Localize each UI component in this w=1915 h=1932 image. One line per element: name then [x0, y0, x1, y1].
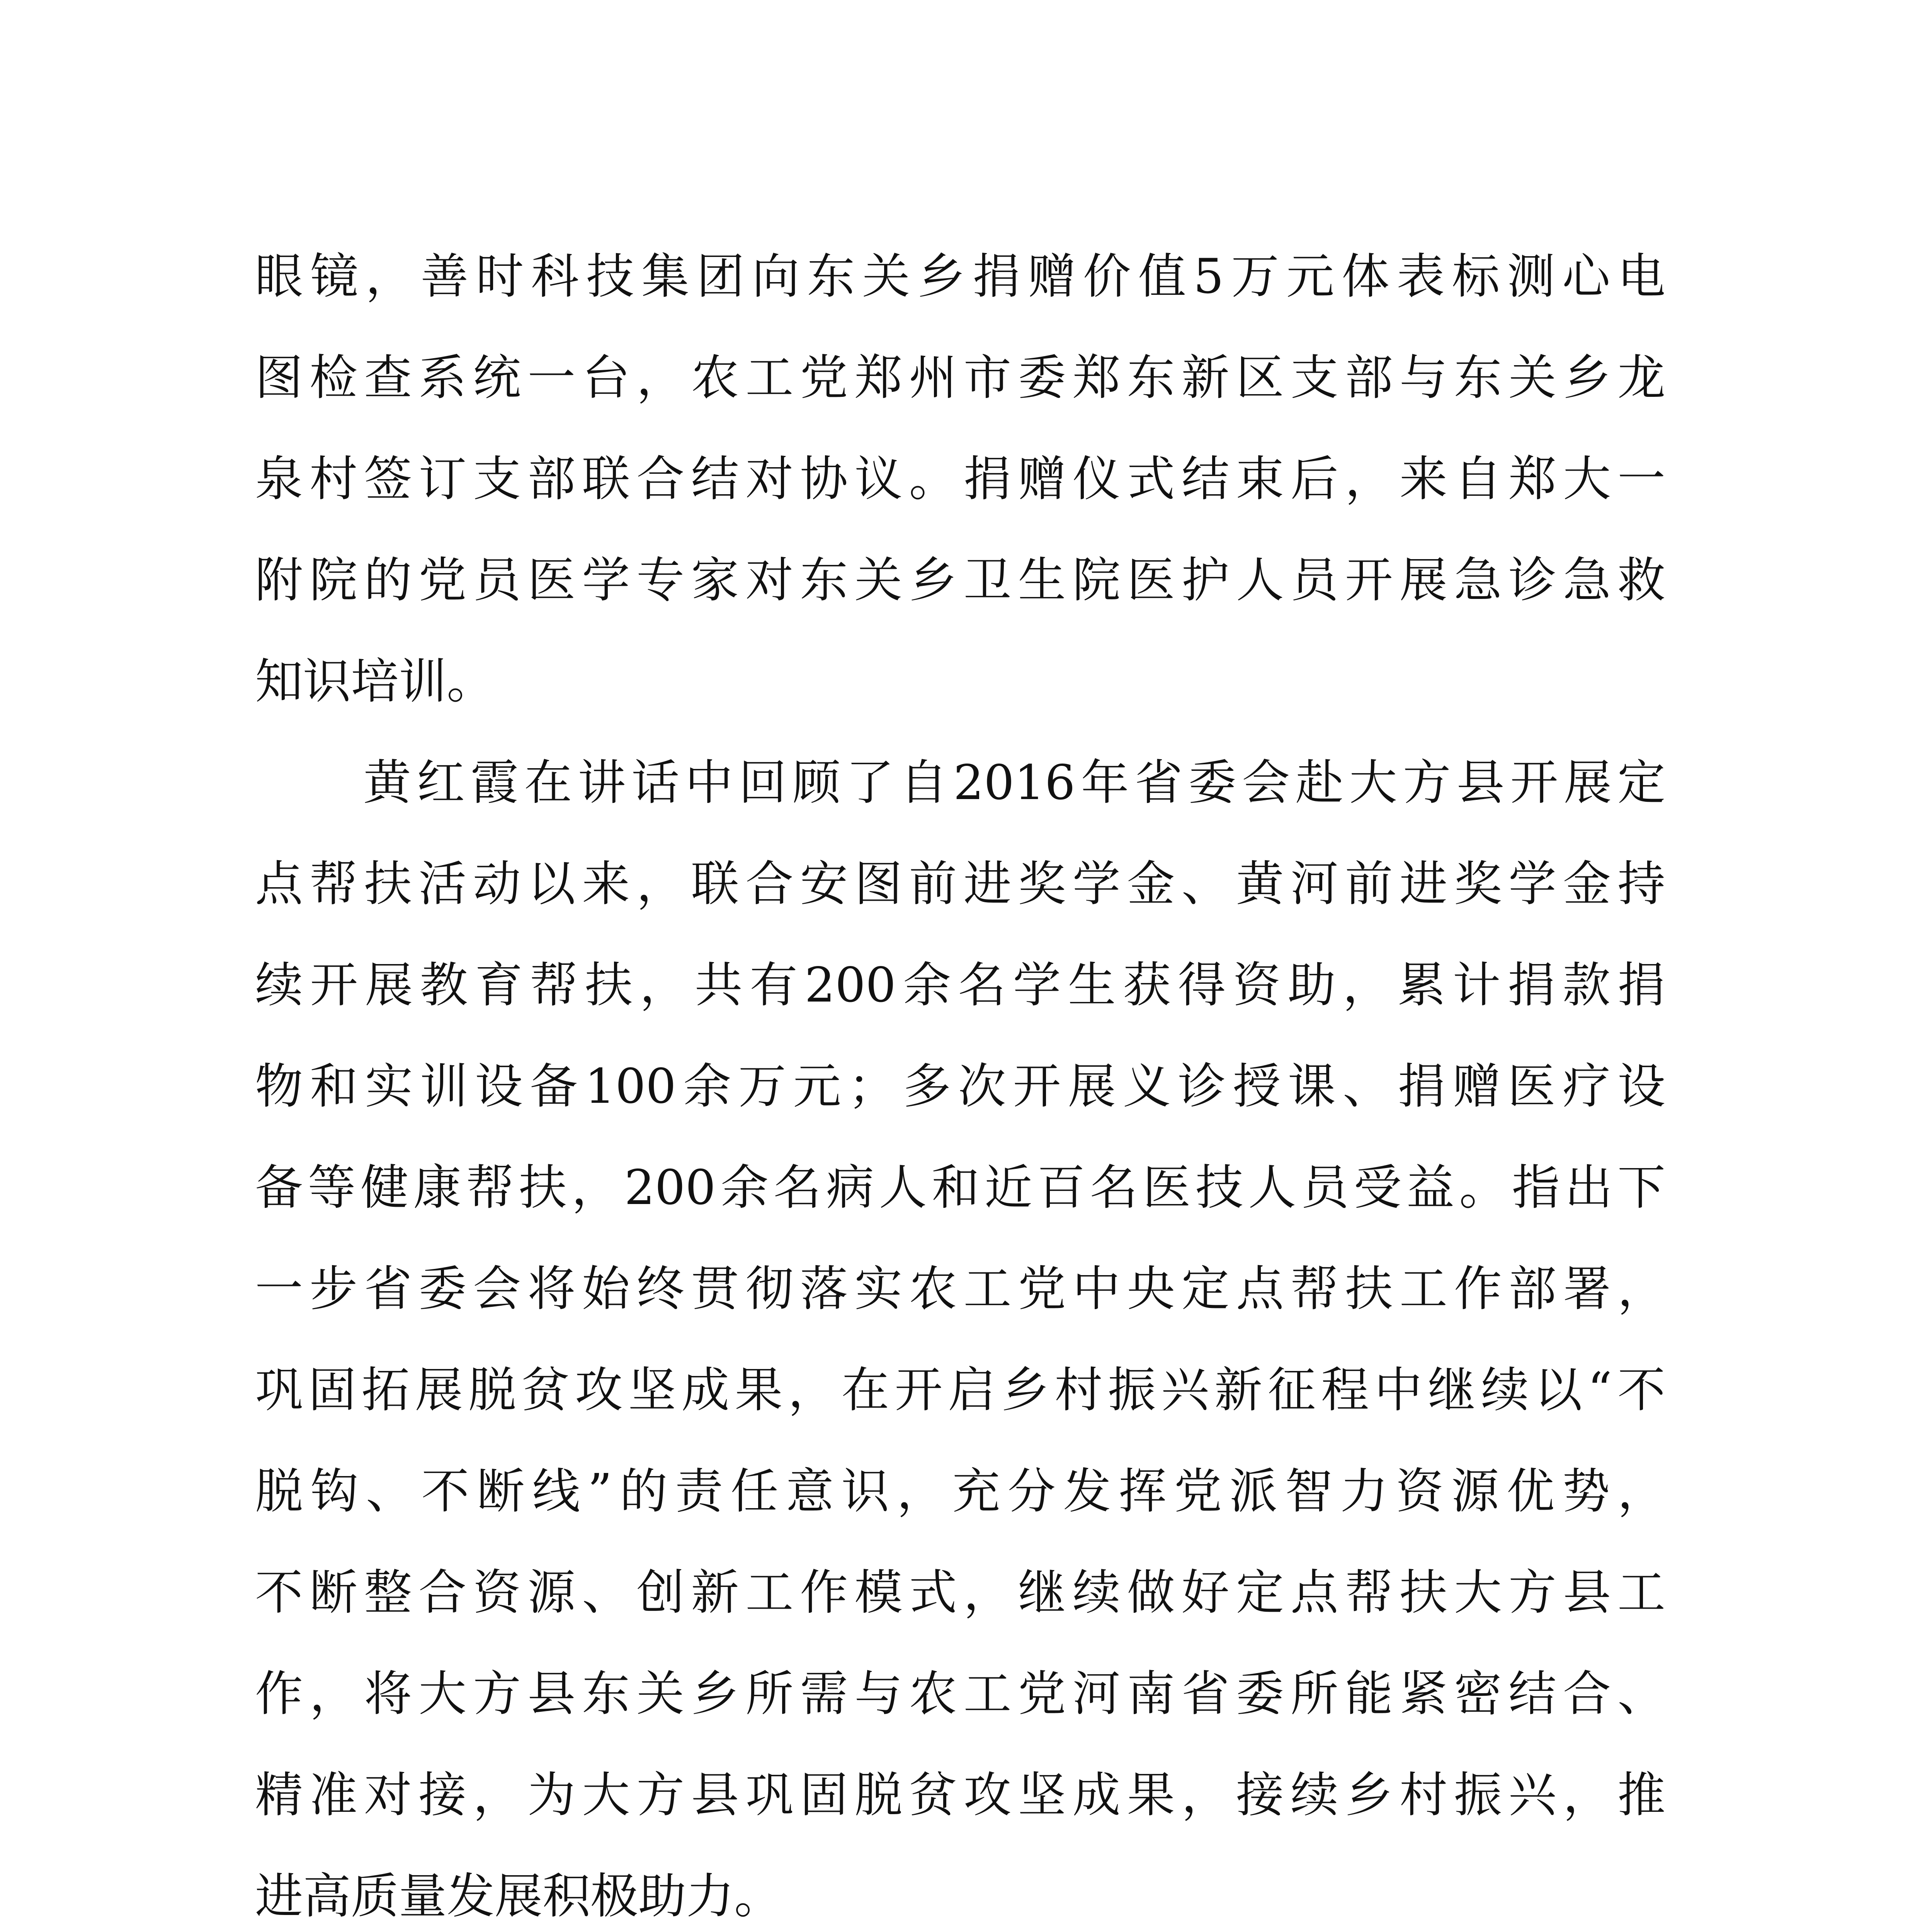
- text-line: 备等健康帮扶，200余名病人和近百名医技人员受益。指出下: [255, 1160, 1665, 1216]
- text-line: 续开展教育帮扶，共有200余名学生获得资助，累计捐款捐: [255, 957, 1665, 1013]
- text-line: 作，将大方县东关乡所需与农工党河南省委所能紧密结合、: [255, 1666, 1665, 1722]
- text-line: 眼镜，善时科技集团向东关乡捐赠价值5万元体表标测心电: [255, 249, 1665, 304]
- text-line: 附院的党员医学专家对东关乡卫生院医护人员开展急诊急救: [255, 553, 1665, 608]
- text-line: 脱钩、不断线”的责任意识，充分发挥党派智力资源优势，: [255, 1464, 1665, 1519]
- text-line: 进高质量发展积极助力。: [255, 1869, 782, 1924]
- paragraph-1: [255, 226, 1665, 732]
- text-line: 点帮扶活动以来，联合安图前进奖学金、黄河前进奖学金持: [255, 856, 1665, 912]
- text-line: 精准对接，为大方县巩固脱贫攻坚成果，接续乡村振兴，推: [255, 1767, 1665, 1823]
- paragraph-2: [255, 732, 1665, 1932]
- text-line: 一步省委会将始终贯彻落实农工党中央定点帮扶工作部署，: [255, 1261, 1665, 1317]
- text-line: 不断整合资源、创新工作模式，继续做好定点帮扶大方县工: [255, 1565, 1665, 1621]
- text-line: 知识培训。: [255, 654, 495, 709]
- text-line: 泉村签订支部联合结对协议。捐赠仪式结束后，来自郑大一: [255, 451, 1665, 507]
- text-line: 巩固拓展脱贫攻坚成果，在开启乡村振兴新征程中继续以“不: [255, 1362, 1665, 1418]
- text-line: 物和实训设备100余万元；多次开展义诊授课、捐赠医疗设: [255, 1059, 1665, 1114]
- body-text: [255, 226, 1665, 1932]
- text-line: 图检查系统一台，农工党郑州市委郑东新区支部与东关乡龙: [255, 350, 1665, 406]
- text-line: 黄红霞在讲话中回顾了自2016年省委会赴大方县开展定: [363, 755, 1665, 811]
